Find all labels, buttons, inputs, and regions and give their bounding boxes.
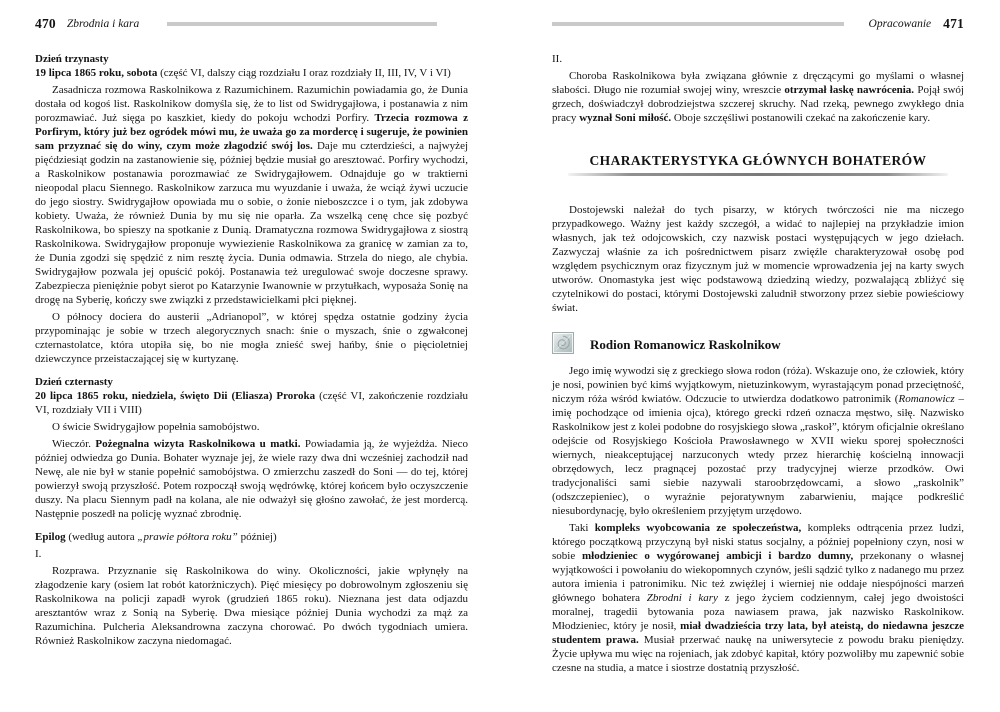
right-running-title: Opracowanie bbox=[868, 18, 932, 30]
text-run: miał dwadzieścia trzy lata, był ateistą, do niedawna jeszcze studentem prawa. bbox=[552, 620, 965, 646]
text-run: O świcie Swidrygajłow popełnia samobójstwo. bbox=[52, 421, 260, 433]
text-run: Zbrodni i kary bbox=[646, 592, 718, 604]
text-run: (według autora bbox=[65, 531, 138, 543]
text-run: O północy dociera do austerii „Adrianopol”, w której spędza ostatnie godziny życia przypominając je sobie w trzech alegorycznych snach: śnie o myszach, śnie o zgwałconej czternastolatce, która utopiła się, bo nie mogła znieść swej hańby, śnie o pięcioletniej dziewczynce przeistaczającej się w kurtyzanę. bbox=[35, 311, 468, 365]
text-run: Epilog bbox=[35, 531, 66, 543]
section-title-rule bbox=[568, 173, 948, 176]
paragraph bbox=[552, 69, 964, 125]
chapter-numeral bbox=[552, 52, 964, 66]
day-thirteen-date bbox=[35, 66, 468, 80]
text-run: (część VI, zakończenie rozdziału VI, rozdziały VII i VIII) bbox=[35, 390, 469, 416]
text-run: Powiadamia ją, że wyjeżdża. Nieco później odwiedza go Dunia. Bohater wyznaje jej, że wiele razy dwa dni wcześniej zachodził nad Newę, ale nie był w stanie popełnić samobójstwa. O zmierzchu zaszedł do Soni — do tej, której powierzył swoją przyszłość. Potem rozpoczął swoją wędrówkę, której końcem było oczyszczenie duszy. Na placu Siennym padł na kolana, ale nie odważył się głośno zawołać, że jest mordercą. Następnie poszedł na policję wyznać zbrodnię. bbox=[35, 438, 468, 520]
text-run: Romanowicz bbox=[898, 393, 955, 405]
text-run: Rodion Romanowicz Raskolnikow bbox=[590, 337, 781, 352]
paragraph bbox=[552, 521, 964, 675]
day-thirteen-label bbox=[35, 52, 468, 66]
text-run: „prawie półtora roku” bbox=[137, 531, 238, 543]
paragraph bbox=[35, 420, 468, 434]
paragraph bbox=[35, 83, 468, 307]
text-run: (część VI, dalszy ciąg rozdziału I oraz rozdziały II, III, IV, V i VI) bbox=[160, 67, 451, 79]
text-run: Wieczór. bbox=[52, 438, 96, 450]
right-page-number: 471 bbox=[943, 16, 964, 31]
subheading-text bbox=[590, 338, 781, 352]
text-run: Rozprawa. Przyznanie się Raskolnikowa do winy. Okoliczności, jakie wpłynęły na złagodzenie kary (osiem lat robót katorżniczych). Pięć miesięcy po dobrowolnym zgłoszeniu się Raskolnikowa na policji zapadł wyrok (grudzień 1865 roku). Nieznana jest data odjazdu aresztantów wraz z Sonią na Syberię. Dwa miesiące później Dunia wychodzi za mąż za Razumichina. Pulcheria Aleksandrowna zaczyna chorować. Po dwóch tygodniach umiera. Również Raskolnikow zaczyna niedomagać. bbox=[35, 565, 468, 647]
text-run: – imię pochodzące od imienia ojca), którego grecki rdzeń oznacza męstwo, siłę. Nazwisko Raskolnikow jest z kolei podobne do rosyjskiego słowa „raskoł”, którym oficjalnie określano odejście od Rosyjskiego Kościoła Prawosławnego w XVII wieku sporej społeczności wiernych, nieakceptującej narzuconych wtedy przez hierarchię kościelną innowacji obrzędowych, lecz pragnącej pozostać przy tradycyjnej wierze przodków. Owi tradycjonaliści sami siebie nazywali staroobrzędowcami, a słowo „raskolnik” (odszczepieniec), o wyraźnie pejoratywnym zabarwieniu, mające podkreślić niesubordynację, było określeniem przyjętym urzędowo. bbox=[552, 393, 964, 517]
day-fourteen-label bbox=[35, 375, 468, 389]
text-run: Dzień trzynasty bbox=[35, 53, 109, 65]
section-title bbox=[552, 154, 964, 168]
left-page-header bbox=[35, 16, 468, 32]
left-page-number: 470 bbox=[35, 16, 56, 31]
paragraph bbox=[35, 564, 468, 648]
text-run: 20 lipca 1865 roku, niedziela, święto Dii (Eliasza) Proroka bbox=[35, 390, 320, 402]
text-run: wyznał Soni miłość. bbox=[579, 112, 672, 124]
day-fourteen-date bbox=[35, 389, 468, 417]
text-run: Pojął swój grzech, doświadczył dobrodziejstwa szczerej skruchy. Nad rzeką, pewnego zwykłego dnia pracy bbox=[552, 84, 964, 124]
left-running-title: Zbrodnia i kara bbox=[66, 18, 140, 30]
right-header-rule bbox=[552, 22, 844, 26]
text-run: Trzecia rozmowa z Porfirym, który już bez ogródek mówi mu, że uważa go za mordercę i sugeruje, że powinien sam przyznać się do winy, czym może złagodzić swój los. bbox=[35, 112, 468, 152]
text-run: otrzymał łaskę nawrócenia. bbox=[784, 84, 915, 96]
left-page-body bbox=[35, 52, 468, 648]
text-run: kompleks odtrącenia przez ludzi, którego początkową przyczyną był niski status socjalny, a później popełniony czyn, nosi w sobie bbox=[552, 522, 964, 562]
text-run: Zasadnicza rozmowa Raskolnikowa z Razumichinem. Razumichin powiadamia go, że Dunia dostała od kogoś list. Raskolnikow domyśla się, że to list od Swidrygajłowa, i postanawia z nim porozmawiać. Już sięga po kaszkiet, kiedy do pokoju wchodzi Porfiry. bbox=[35, 84, 468, 124]
text-run: Taki bbox=[569, 522, 595, 534]
paragraph bbox=[552, 203, 964, 315]
paragraph bbox=[35, 437, 468, 521]
text-run: Dzień czternasty bbox=[35, 376, 113, 388]
epilog-label bbox=[35, 530, 468, 544]
character-subheading bbox=[552, 332, 964, 354]
text-run: Musiał przerwać naukę na uniwersytecie z powodu braku pieniędzy. Życie upływa mu więc na rojeniach, jak zdobyć kapitał, który pozwoliłby mu zapewnić sobie czesne na studia, a matce i siostrze dostatnią przyszłość. bbox=[552, 634, 964, 674]
text-run: przekonany o własnej wyjątkowości i powołaniu do wiekopomnych czynów, jeśli sądzić tylko z nadanego mu przez autora imienia i patronimiku. Nic też zwięźlej i wierniej nie oddaje niespójności marzeń głównego bohatera bbox=[552, 550, 964, 604]
text-run: Oboje szczęśliwi postanowili czekać na zakończenie kary. bbox=[671, 112, 931, 124]
text-run: młodzieniec o wygórowanej ambicji i bardzo dumny, bbox=[582, 550, 854, 562]
text-run: I. bbox=[35, 548, 42, 560]
text-run: Jego imię wywodzi się z greckiego słowa rodon (róża). Wskazuje ono, że człowiek, który je nosi, powinien być kimś wyjątkowym, nietuzinkowym, wyrastającym ponad przeciętność, niczym róża wśród kwiatów. Odczucie to utwierdza dodatkowo patronimik ( bbox=[552, 365, 964, 405]
rose-ornament-icon bbox=[552, 332, 574, 354]
text-run: Choroba Raskolnikowa była związana głównie z dręczącymi go myślami o własnej słabości. Długo nie rozumiał swojej winy, wreszcie bbox=[552, 70, 964, 96]
right-page-body bbox=[552, 52, 964, 675]
text-run: z jego życiem codziennym, całej jego dwoistości moralnej, tragedii bytowania poza nawiasem prawa, jak nazwisko Raskolnikow. Młodzieniec, który je nosił, bbox=[552, 592, 964, 632]
text-run: II. bbox=[552, 53, 563, 65]
text-run: Dostojewski należał do tych pisarzy, w których twórczości nie ma niczego przypadkowego. Ważny jest każdy szczegół, a widać to najlepiej na przykładzie imion własnych, jak też odojcowskich, czy nazwisk postaci występujących w jego dziełach. Zazwyczaj właśnie za ich pośrednictwem pisarz zwięźle charakteryzował osobę pod względem psychicznym oraz fizycznym już w momencie wprowadzenia jej na karty swych utworów. Onomastyka jest więc podstawową dziedziną wiedzy, pozwalającą zbliżyć się czytelnikowi do postaci, którymi Dostojewski zaludnił stworzony przez siebie powieściowy świat. bbox=[552, 204, 964, 314]
text-run: Daje mu czterdzieści, a najwyżej pięćdziesiąt godzin na zastanowienie się, później będzie musiał go aresztować. Porfiry wychodzi, a Raskolnikow postanawia porozmawiać ze Swidrygajłowem. Odnajduje go w traktierni nieopodal placu Siennego. Raskolnikow zarzuca mu wyuzdanie i uważa, że wciąż żywi uczucie do jego siostry. Swidrygajłow opowiada mu o sobie, o żonie nieboszczce i o tym, jak zdobywa kobiety. Uważa, że również Dunia by mu się nie oparła. Za wszelką cenę chce się pozbyć Raskolnikowa, bo spieszy na spotkanie z Dunią. Dramatyczna rozmowa Swidrygajłowa z siostrą Raskolnikowa. Swidrygajłow proponuje wywiezienie Raskolnikowa za granicę w zamian za to, że Dunia zgodzi się spędzić z nim resztę życia. Dunia odmawia. Strzela do niego, ale chybia. Swidrygajłow pozwala jej opuścić pokój. Postanawia też uregulować swoje doczesne sprawy. Zabezpiecza pieniężnie pobyt sierot po Katarzynie Iwanownie w przytułkach, wyposaża Sonię na drogę na Syberię, kończy swe związki z przedstawicielkami płci pięknej. bbox=[35, 140, 469, 306]
text-run: Pożegnalna wizyta Raskolnikowa u matki. bbox=[95, 438, 301, 450]
text-run: później) bbox=[237, 531, 277, 543]
paragraph bbox=[35, 310, 468, 366]
chapter-numeral bbox=[35, 547, 468, 561]
text-run: kompleks wyobcowania ze społeczeństwa, bbox=[594, 522, 802, 534]
right-page-header bbox=[552, 16, 964, 32]
left-header-rule bbox=[167, 22, 437, 26]
text-run: 19 lipca 1865 roku, sobota bbox=[35, 67, 161, 79]
paragraph bbox=[552, 364, 964, 518]
text-run: CHARAKTERYSTYKA GŁÓWNYCH BOHATERÓW bbox=[589, 153, 927, 168]
